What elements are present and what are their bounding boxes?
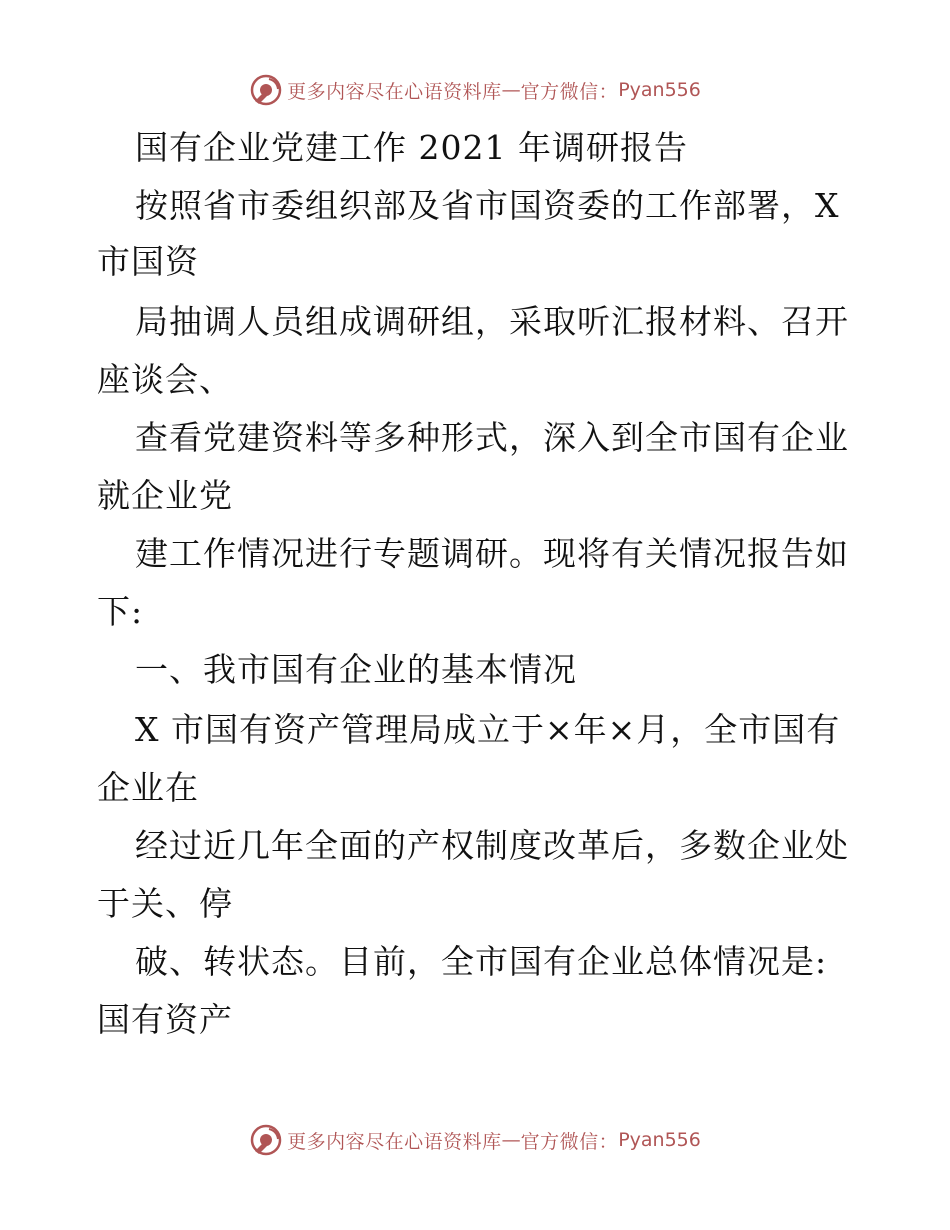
- watermark-wechat-id: Pyan556: [618, 1129, 701, 1151]
- watermark-separator: —: [501, 79, 521, 101]
- text-line: 企业在: [97, 768, 199, 807]
- watermark-text: 更多内容尽在心语资料库: [287, 1130, 502, 1153]
- text-line: 座谈会、: [97, 360, 233, 399]
- text-line: X 市国有资产管理局成立于×年×月，全市国有: [135, 710, 841, 749]
- text-line: 破、转状态。目前，全市国有企业总体情况是:: [135, 942, 828, 981]
- text-line: 建工作情况进行专题调研。现将有关情况报告如: [135, 534, 849, 573]
- section-heading: 一、我市国有企业的基本情况: [135, 650, 577, 689]
- text-line: 局抽调人员组成调研组，采取听汇报材料、召开: [135, 302, 849, 341]
- watermark-wechat-label: 官方微信：: [520, 1130, 619, 1153]
- text-line: 就企业党: [97, 476, 233, 515]
- watermark-text: 更多内容尽在心语资料库: [287, 80, 502, 103]
- pen-logo-icon: [249, 1123, 283, 1157]
- watermark-banner-top: [0, 70, 950, 110]
- pen-logo-icon: [249, 73, 283, 107]
- text-line: 国有资产: [97, 1000, 233, 1039]
- watermark-banner-bottom: [0, 1120, 950, 1160]
- text-line: 按照省市委组织部及省市国资委的工作部署，X: [135, 186, 840, 225]
- text-line: 市国资: [97, 242, 199, 281]
- watermark-wechat-id: Pyan556: [618, 79, 701, 101]
- text-line: 下:: [97, 592, 144, 631]
- text-line: 经过近几年全面的产权制度改革后，多数企业处: [135, 826, 849, 865]
- watermark-separator: —: [501, 1129, 521, 1151]
- document-title: 国有企业党建工作 2021 年调研报告: [135, 128, 688, 167]
- text-line: 于关、停: [97, 884, 233, 923]
- watermark-wechat-label: 官方微信：: [520, 80, 619, 103]
- text-line: 查看党建资料等多种形式，深入到全市国有企业: [135, 418, 849, 457]
